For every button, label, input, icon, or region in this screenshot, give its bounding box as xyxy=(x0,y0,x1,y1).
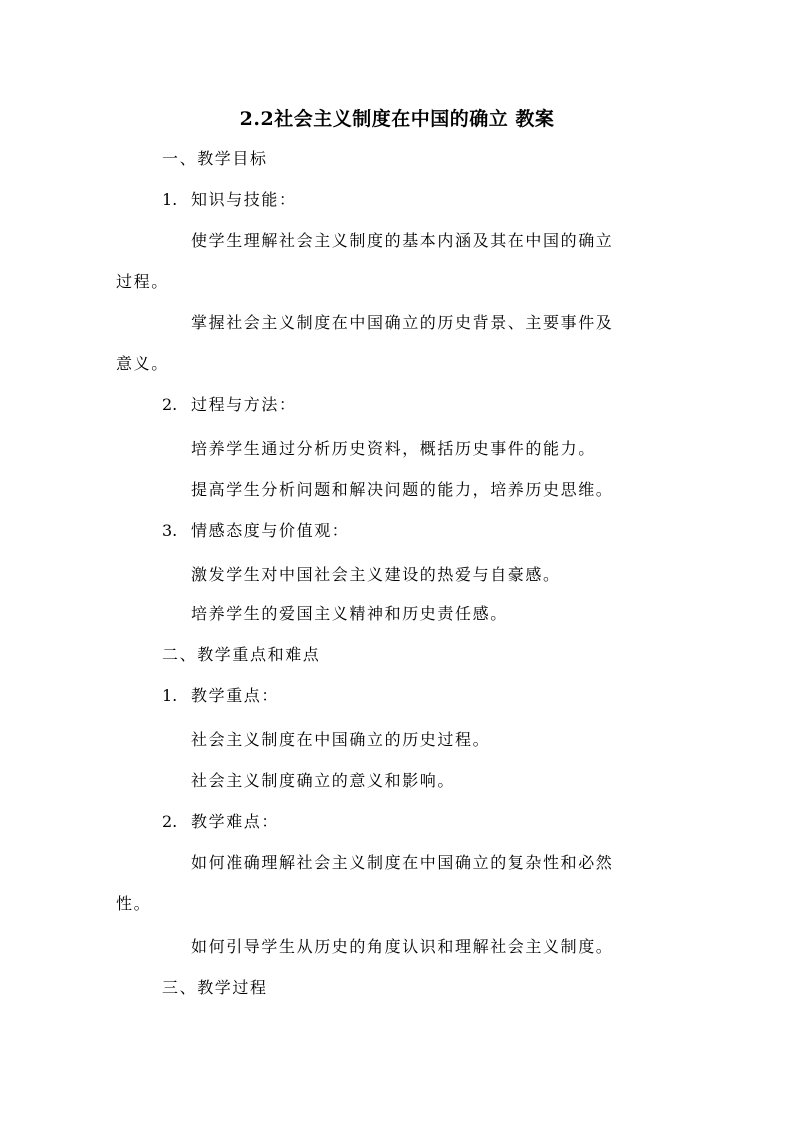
item-label-focus: 教学重点： xyxy=(191,686,280,705)
paragraph-line: 意义。 xyxy=(116,354,169,373)
item-number: 2. xyxy=(162,812,178,831)
paragraph-line: 使学生理解社会主义制度的基本内涵及其在中国的确立 xyxy=(191,231,614,250)
paragraph-line: 过程。 xyxy=(116,272,169,291)
paragraph-line: 培养学生的爱国主义精神和历史责任感。 xyxy=(191,604,508,623)
paragraph-line: 提高学生分析问题和解决问题的能力，培养历史思维。 xyxy=(191,480,614,499)
paragraph-line: 社会主义制度在中国确立的历史过程。 xyxy=(191,730,491,749)
item-number: 1. xyxy=(162,190,178,209)
item-number: 3. xyxy=(162,521,178,540)
item-number: 1. xyxy=(162,686,178,705)
item-label-knowledge: 知识与技能： xyxy=(191,190,297,209)
paragraph-line: 如何准确理解社会主义制度在中国确立的复杂性和必然 xyxy=(191,853,614,872)
paragraph-line: 培养学生通过分析历史资料，概括历史事件的能力。 xyxy=(191,439,596,458)
paragraph-line: 社会主义制度确立的意义和影响。 xyxy=(191,771,456,790)
paragraph-line: 性。 xyxy=(116,894,152,913)
section-heading-teaching-process: 三、教学过程 xyxy=(162,978,268,997)
document-title: 2.2社会主义制度在中国的确立 教案 xyxy=(239,108,555,130)
item-label-difficulty: 教学难点： xyxy=(191,812,280,831)
paragraph-line: 掌握社会主义制度在中国确立的历史背景、主要事件及 xyxy=(191,313,614,332)
paragraph-line: 如何引导学生从历史的角度认识和理解社会主义制度。 xyxy=(191,937,614,956)
item-number: 2. xyxy=(162,395,178,414)
section-heading-key-points: 二、教学重点和难点 xyxy=(162,645,321,664)
section-heading-objectives: 一、教学目标 xyxy=(162,149,268,168)
item-label-values: 情感态度与价值观： xyxy=(191,521,350,540)
item-label-process: 过程与方法： xyxy=(191,395,297,414)
paragraph-line: 激发学生对中国社会主义建设的热爱与自豪感。 xyxy=(191,565,561,584)
